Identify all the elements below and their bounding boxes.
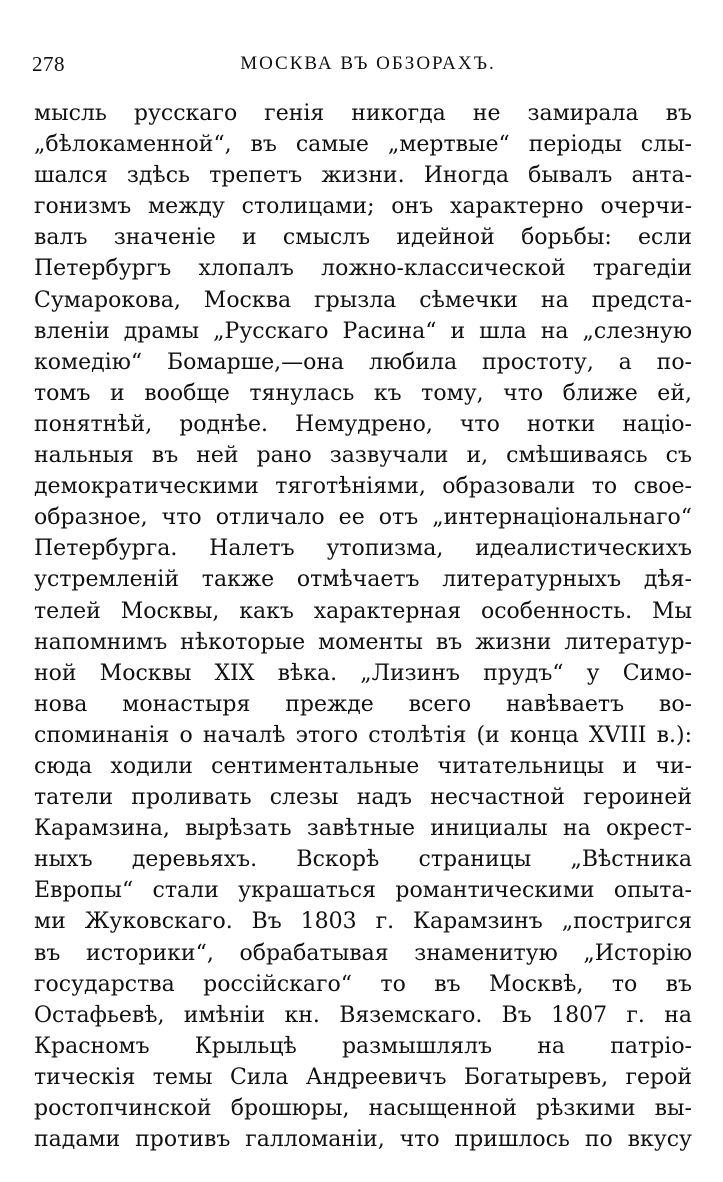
text-line: ми Жуковскаго. Въ 1803 г. Карамзинъ „постригся bbox=[34, 909, 692, 935]
text-line: „бѣлокаменной“, въ самые „мертвые“ періоды слы- bbox=[34, 132, 692, 158]
text-line: тическія темы Сила Андреевичъ Богатыревъ, герой bbox=[34, 1064, 692, 1090]
text-line: вленіи драмы „Русскаго Расина“ и шла на „слезную bbox=[34, 318, 692, 344]
text-line: напомнимъ нѣкоторые моменты въ жизни литератур- bbox=[34, 629, 692, 655]
text-line: понятнѣй, роднѣе. Немудрено, что нотки націо- bbox=[34, 411, 692, 437]
text-line: ныхъ деревьяхъ. Вскорѣ страницы „Вѣстника bbox=[34, 847, 692, 873]
text-line: томъ и вообще тянулась къ тому, что ближе ей, bbox=[34, 380, 692, 406]
text-line: государства россійскаго“ то въ Москвѣ, то въ bbox=[34, 971, 692, 997]
text-line: нальныя въ ней рано зазвучали и, смѣшиваясь съ bbox=[34, 443, 692, 469]
text-line: Европы“ стали украшаться романтическими опыта- bbox=[34, 878, 692, 904]
text-line: Петербургъ хлопалъ ложно-классической трагедіи bbox=[34, 256, 692, 282]
page-number: 278 bbox=[32, 52, 65, 76]
text-line: Карамзина, вырѣзать завѣтные инициалы на окрест- bbox=[34, 816, 692, 842]
text-line: Остафьевѣ, имѣніи кн. Вяземскаго. Въ 1807 г. на bbox=[34, 1002, 692, 1028]
page-header bbox=[32, 47, 704, 81]
text-line: шался здѣсь трепетъ жизни. Иногда бывалъ анта- bbox=[34, 163, 692, 189]
text-line: образное, что отличало ее отъ „интернаціональнаго“ bbox=[34, 505, 692, 531]
text-line: гонизмъ между столицами; онъ характерно очерчи- bbox=[34, 194, 692, 220]
text-line: Красномъ Крыльцѣ размышлялъ на патріо- bbox=[34, 1033, 692, 1059]
text-line: устремленій также отмѣчаетъ литературныхъ дѣя- bbox=[34, 567, 692, 593]
text-line: въ историки“, обрабатывая знаменитую „Исторію bbox=[34, 940, 692, 966]
text-line: телей Москвы, какъ характерная особенность. Мы bbox=[34, 598, 692, 624]
text-line: комедію“ Бомарше,—она любила простоту, а по- bbox=[34, 349, 692, 375]
body-text bbox=[34, 98, 692, 1155]
text-line: Петербурга. Налетъ утопизма, идеалистическихъ bbox=[34, 536, 692, 562]
text-line: демократическими тяготѣніями, образовали то свое- bbox=[34, 474, 692, 500]
text-line: мысль русскаго генія никогда не замирала въ bbox=[34, 101, 692, 126]
text-line: споминанія о началѣ этого столѣтія (и конца XVIII в.): bbox=[34, 722, 692, 748]
text-line: татели проливать слезы надъ несчастной героиней bbox=[34, 785, 692, 811]
text-line: валъ значеніе и смыслъ идейной борьбы: если bbox=[34, 225, 692, 251]
running-title: МОСКВА ВЪ ОБЗОРАХЪ. bbox=[240, 53, 496, 74]
text-line: сюда ходили сентиментальные читательницы и чи- bbox=[34, 753, 692, 779]
text-line: Сумарокова, Москва грызла сѣмечки на предста- bbox=[34, 287, 692, 313]
text-line: ной Москвы XIX вѣка. „Лизинъ прудъ“ у Симо- bbox=[34, 660, 692, 686]
text-line: ростопчинской брошюры, насыщенной рѣзкими вы- bbox=[34, 1096, 692, 1121]
text-line: падами противъ галломаніи, что пришлось по вкусу bbox=[34, 1127, 692, 1153]
text-line: нова монастыря прежде всего навѣваетъ во- bbox=[34, 691, 692, 717]
